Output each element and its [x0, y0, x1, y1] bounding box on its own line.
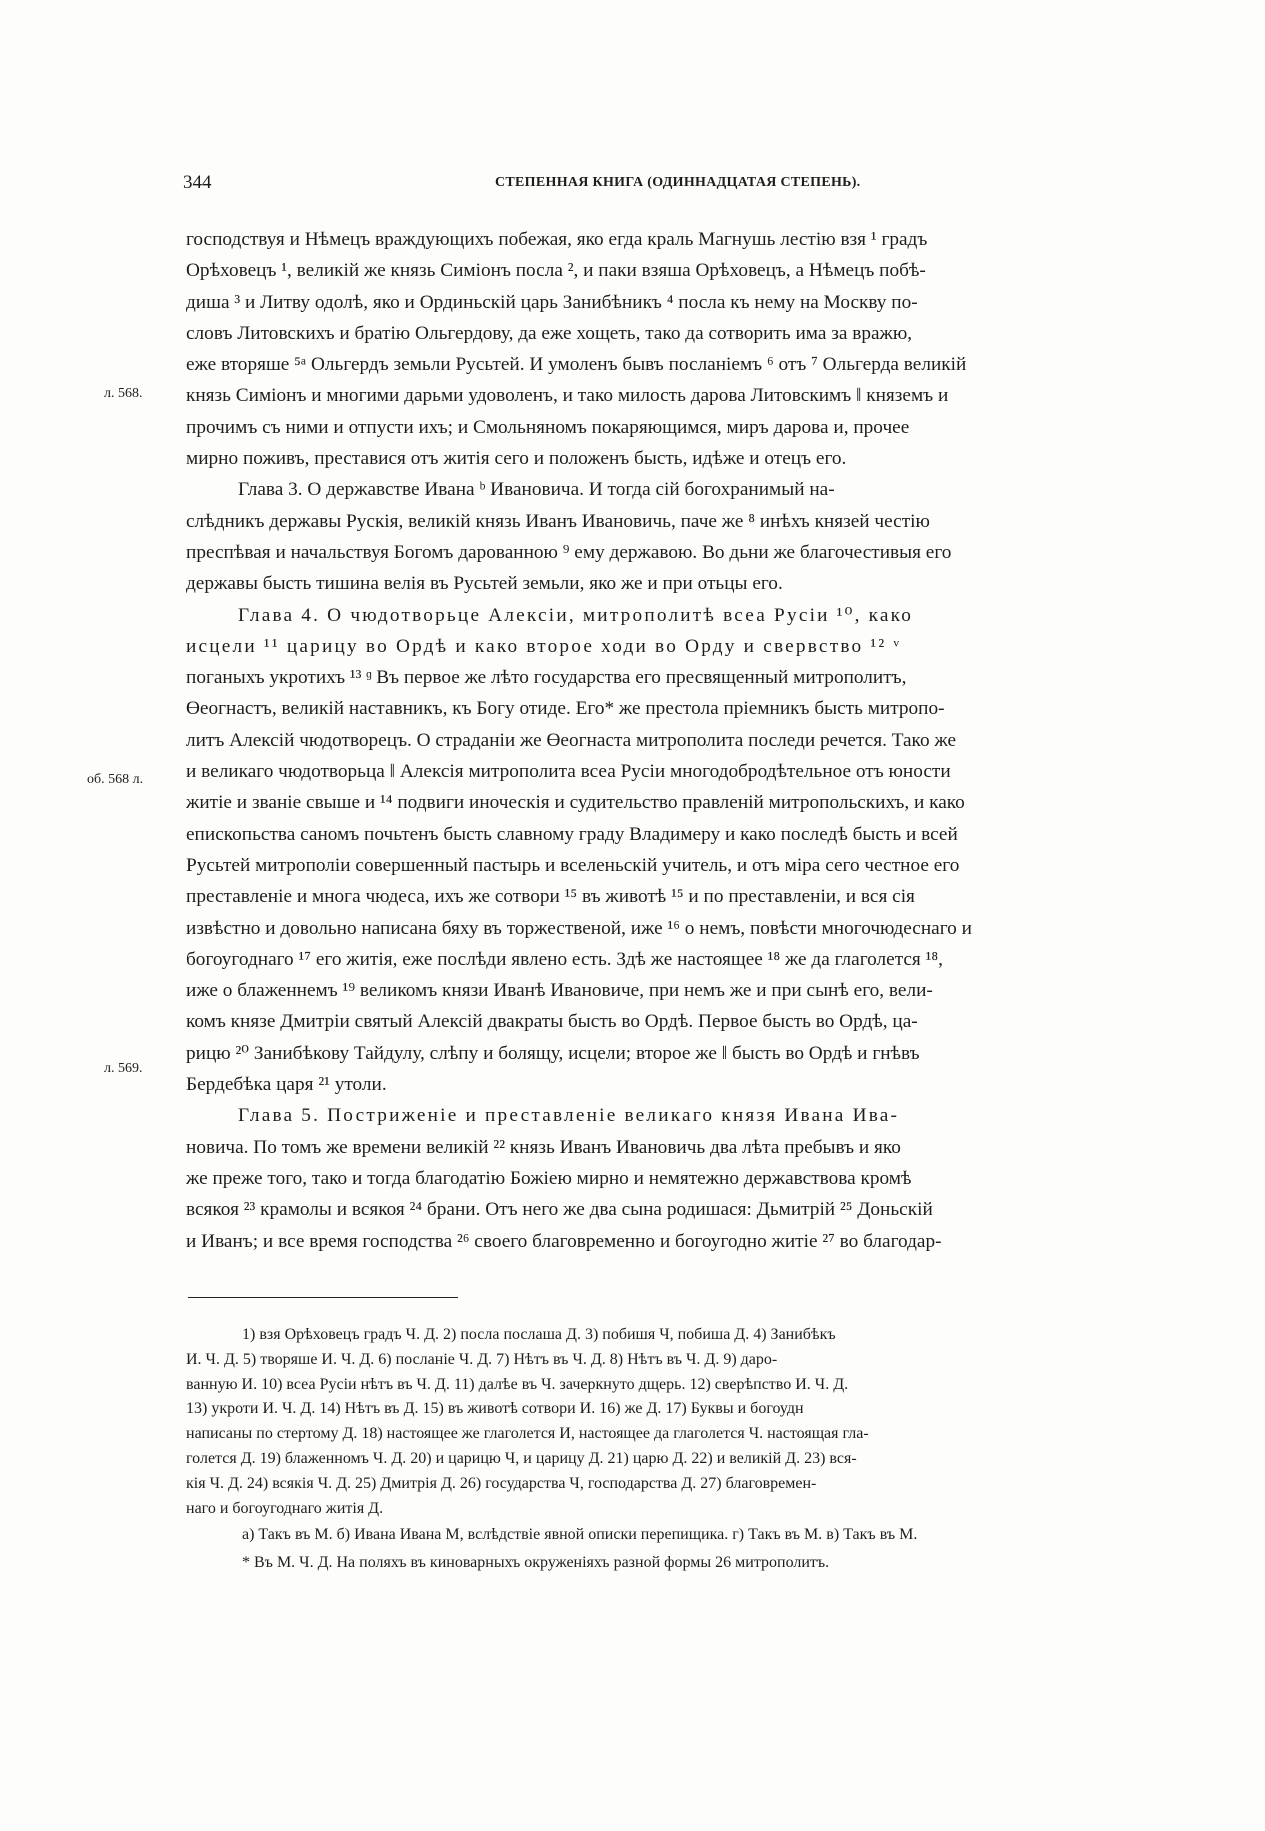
text-line: и Иванъ; и все время господства ²⁶ своего благовременно и богоугодно житiе ²⁷ во благодар- [186, 1230, 942, 1252]
text-line: богоугоднаго ¹⁷ его житiя, еже послѣди явлено есть. Здѣ же настоящее ¹⁸ же да глаголется ¹⁸, [186, 948, 943, 970]
text-line: извѣстно и довольно написана бяху въ торжественой, иже ¹⁶ о немъ, повѣсти многочюдеснаго и [186, 917, 972, 939]
text-line: иже о блаженнемъ ¹⁹ великомъ князи Иванѣ Ивановиче, при немъ же и при сынѣ его, вели- [186, 980, 933, 1002]
text-line: новича. По томъ же времени великiй ²² князь Иванъ Ивановичь два лѣта пребывъ и яко [186, 1136, 901, 1158]
footnote-line: наго и богоугоднаго житiя Д. [186, 1499, 384, 1517]
margin-note-folio-568: л. 568. [104, 386, 143, 401]
footnote-line: голется Д. 19) блаженномъ Ч. Д. 20) и царицю Ч, и царицу Д. 21) царю Д. 22) и великiй Д. 23) вся- [186, 1449, 857, 1467]
text-line: же преже того, тако и тогда благодатiю Божiею мирно и немятежно державствова кромѣ [186, 1167, 912, 1189]
text-line: преспѣвая и начальствуя Богомъ дарованною ⁹ ему державою. Во дьни же благочестивыя его [186, 541, 952, 563]
text-line: мирно поживъ, преставися отъ житiя сего и положенъ бысть, идѣже и отецъ его. [186, 448, 847, 470]
text-line: Бердебѣка царя ²¹ утоли. [186, 1074, 387, 1096]
footnotes [186, 1323, 1180, 1577]
text-line: диша ³ и Литву одолѣ, яко и Ординьскiй царь Занибѣникъ ⁴ посла къ нему на Москву по- [186, 291, 918, 313]
footnote-line: ванную И. 10) всеа Русiи нѣтъ въ Ч. Д. 11) далѣе въ Ч. зачеркнуто дщерь. 12) сверѣпство И. Ч. Д. [186, 1375, 849, 1393]
footnote-line: 13) укроти И. Ч. Д. 14) Нѣтъ въ Д. 15) въ животѣ сотвори И. 16) же Д. 17) Буквы и богоудн [186, 1400, 804, 1418]
text-line: Орѣховецъ ¹, великiй же князь Симiонъ посла ², и паки взяша Орѣховецъ, а Нѣмецъ побѣ- [186, 260, 926, 282]
chapter-3-heading-line: Глава 3. О державстве Ивана ᵇ Ивановича. И тогда сiй богохранимый на- [238, 479, 835, 501]
footnote-line: написаны по стертому Д. 18) настоящее же глаголется И, настоящее да глаголется Ч. настоящая гла- [186, 1425, 869, 1443]
text-line: слѣдникъ державы Рускiя, великiй князь Иванъ Ивановичь, паче же ⁸ инѣхъ князей честiю [186, 510, 930, 532]
text-line: преставленiе и многа чюдеса, ихъ же сотвори ¹⁵ въ животѣ ¹⁵ и по преставленiи, и вся сiя [186, 886, 915, 908]
chapter-5-heading-line: Глава 5. Постриженiе и преставленiе великаго князя Ивана Ива- [238, 1105, 900, 1127]
chapter-4-heading-line: исцели ¹¹ царицу во Ордѣ и како второе ходи во Орду и свервство ¹² ᵛ [186, 635, 902, 657]
text-line: рицю ²⁰ Занибѣкову Тайдулу, слѣпу и болящу, исцели; второе же ‖ бысть во Ордѣ и гнѣвъ [186, 1042, 920, 1064]
margin-note-folio-569: л. 569. [104, 1061, 143, 1076]
text-line: и великаго чюдотворьца ‖ Алексiя митрополита всеа Русiи многодобродѣтельное отъ юности [186, 761, 951, 783]
text-line: прочимъ съ ними и отпусти ихъ; и Смольняномъ покаряющимся, миръ дарова и, прочее [186, 416, 910, 438]
text-line: еже вторяше ⁵ᵃ Ольгердъ земьли Русьтей. И умоленъ бывъ посланiемъ ⁶ отъ ⁷ Ольгерда великiй [186, 354, 967, 376]
text-line: епископьства саномъ почьтенъ бысть славному граду Владимеру и како последѣ бысть и всей [186, 823, 958, 845]
text-line: литъ Алексiй чюдотворецъ. О страданiи же Өеогнаста митрополита последи речется. Тако же [186, 729, 957, 751]
margin-annotation-note: * Въ М. Ч. Д. На поляхъ въ киноварныхъ окруженiяхъ разной формы 26 митрополитъ. [242, 1554, 830, 1572]
text-line: комъ князе Дмитрiи святый Алексiй двакраты бысть во Ордѣ. Первое бысть во Ордѣ, ца- [186, 1011, 918, 1033]
chapter-4-heading-line: Глава 4. О чюдотворьце Алексiи, митрополитѣ всеа Русiи ¹⁰, како [238, 604, 914, 626]
text-line: словъ Литовскихъ и братiю Ольгердову, да еже хощеть, тако да сотворить има за вражю, [186, 322, 913, 344]
text-line: всякоя ²³ крамолы и всякоя ²⁴ брани. Отъ него же два сына родишася: Дьмитрiй ²⁵ Доньскiй [186, 1199, 933, 1221]
variant-note: а) Такъ въ М. б) Ивана Ивана М, вслѣдствiе явной описки перепищика. г) Такъ въ М. в) Такъ въ М. [242, 1526, 918, 1544]
text-line: Русьтей митрополiи совершенный пастырь и вселеньскiй учитель, и отъ мiра сего честное его [186, 854, 960, 876]
running-head: СТЕПЕННАЯ КНИГА (ОДИННАДЦАТАЯ СТЕПЕНЬ). [495, 175, 861, 190]
text-line: Өеогнастъ, великiй наставникъ, къ Богу отиде. Его* же престола прiемникъ бысть митропо- [186, 698, 945, 720]
footnote-line: 1) взя Орѣховецъ градъ Ч. Д. 2) посла послаша Д. 3) побишя Ч, побиша Д. 4) Занибѣкъ [242, 1326, 836, 1343]
footnote-line: кiя Ч. Д. 24) всякiя Ч. Д. 25) Дмитрiя Д. 26) государства Ч, господарства Д. 27) благовремен- [186, 1474, 817, 1492]
footnote-line: И. Ч. Д. 5) творяше И. Ч. Д. 6) посланiе Ч. Д. 7) Нѣтъ въ Ч. Д. 8) Нѣтъ въ Ч. Д. 9) даро- [186, 1350, 778, 1368]
main-text [186, 224, 1180, 1257]
text-line: поганыхъ укротихъ ¹³ ᶢ Въ первое же лѣто государства его пресвященный митрополитъ, [186, 667, 907, 689]
page-number: 344 [183, 172, 212, 193]
text-line: господствуя и Нѣмецъ враждующихъ побежая, яко егда краль Магнушь лестiю взя ¹ градъ [186, 229, 928, 250]
text-line: житiе и званiе свыше и ¹⁴ подвиги иноческiя и судительство правленiй митропольскихъ, и како [186, 792, 965, 814]
text-line: державы бысть тишина велiя въ Русьтей земьли, яко же и при отьцы его. [186, 573, 783, 595]
footnote-divider [188, 1297, 458, 1298]
margin-note-folio-568-verso: об. 568 л. [87, 772, 144, 787]
text-line: князь Симiонъ и многими дарьми удоволенъ, и тако милость дарова Литовскимъ ‖ княземъ и [186, 385, 949, 407]
